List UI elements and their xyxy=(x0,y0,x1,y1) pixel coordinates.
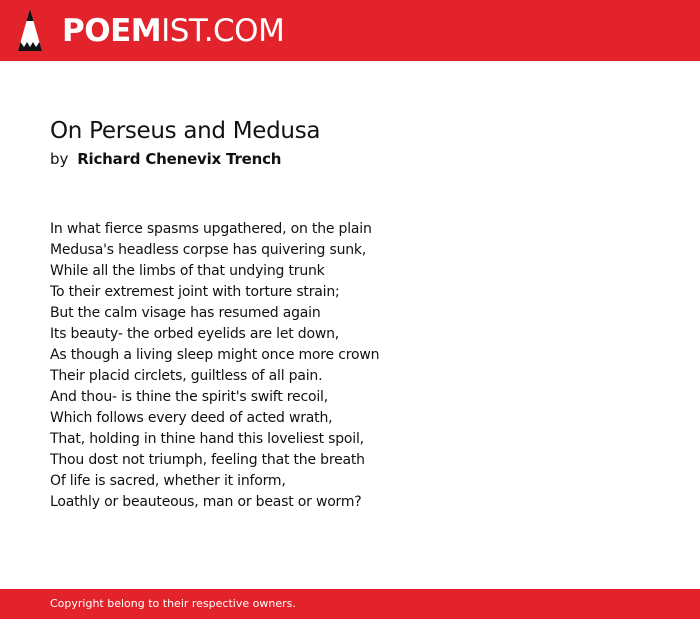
byline xyxy=(50,148,281,170)
poem-line: Their placid circlets, guiltless of all pain. xyxy=(50,368,323,384)
pencil-icon xyxy=(17,8,43,52)
poem-title: On Perseus and Medusa xyxy=(50,118,321,144)
poem-line: Its beauty- the orbed eyelids are let down, xyxy=(50,326,340,342)
by-label: by xyxy=(50,150,69,168)
poem-line: Which follows every deed of acted wrath, xyxy=(50,410,333,426)
poem-line: As though a living sleep might once more crown xyxy=(50,347,380,363)
copyright-text: Copyright belong to their respective owners. xyxy=(50,597,296,610)
logo-text-bold: POEM xyxy=(62,13,162,49)
poem-body xyxy=(50,219,379,513)
site-header xyxy=(0,0,700,61)
author-link[interactable]: Richard Chenevix Trench xyxy=(77,150,282,168)
poem-line: While all the limbs of that undying trunk xyxy=(50,263,325,279)
logo-text-light: IST.COM xyxy=(161,13,285,49)
poem-line: Thou dost not triumph, feeling that the breath xyxy=(50,452,365,468)
poem-line: But the calm visage has resumed again xyxy=(50,305,321,321)
poem-line: Of life is sacred, whether it inform, xyxy=(50,473,286,489)
poem-line: Medusa's headless corpse has quivering sunk, xyxy=(50,242,367,258)
poem-line: And thou- is thine the spirit's swift recoil, xyxy=(50,389,328,405)
poem-line: In what fierce spasms upgathered, on the plain xyxy=(50,221,372,237)
poem-line: Loathly or beauteous, man or beast or worm? xyxy=(50,494,362,510)
poem-line: That, holding in thine hand this loveliest spoil, xyxy=(50,431,364,447)
poem-line: To their extremest joint with torture strain; xyxy=(50,284,340,300)
site-footer xyxy=(0,589,700,619)
site-logo-link[interactable] xyxy=(62,11,284,51)
